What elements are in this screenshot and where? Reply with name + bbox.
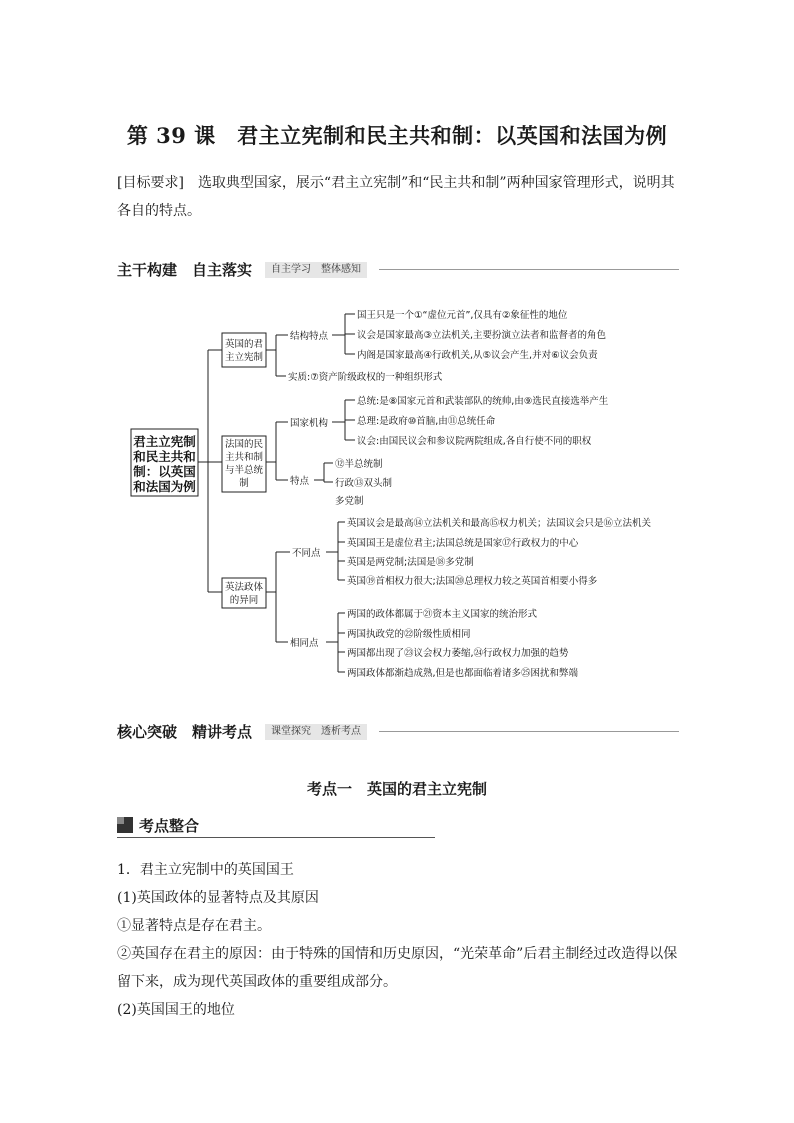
cmp-same-item: 两国都出现了㉓议会权力萎缩,㉔行政权力加强的趋势	[347, 648, 569, 659]
page-title: 第 39 课 君主立宪制和民主共和制：以英国和法国为例	[126, 123, 668, 148]
kaodian-title: 考点一 英国的君主立宪制	[306, 780, 487, 798]
square-bullet-icon	[117, 817, 133, 833]
fr-feature-item: 行政⑬双头制	[335, 478, 393, 489]
section-divider	[379, 731, 679, 732]
uk-essence: 实质:⑦资产阶级政权的一种组织形式	[288, 372, 443, 383]
cmp-same-item: 两国政体都渐趋成熟,但是也都面临着诸多㉕困扰和弊端	[347, 668, 579, 679]
body-line: (2)英国国王的地位	[117, 1002, 235, 1018]
kaodian-head-text: 考点整合	[139, 817, 200, 835]
goal-tag: [目标要求]	[117, 175, 184, 191]
section-title: 核心突破 精讲考点	[117, 723, 253, 741]
kaodian-underline	[117, 837, 435, 838]
uk-structure-label: 结构特点	[290, 331, 329, 342]
fr-organs-label: 国家机构	[290, 418, 329, 429]
fr-label-line3: 与半总统	[224, 465, 264, 476]
cmp-diff-item: 英国是两党制;法国是⑱多党制	[347, 557, 474, 568]
fr-label-line2: 主共和制	[224, 452, 264, 463]
uk-item: 内阁是国家最高④行政机关,从⑤议会产生,并对⑥议会负责	[357, 350, 598, 361]
fr-organ-item: 总理:是政府⑩首脑,由⑪总统任命	[357, 416, 496, 427]
svg-text:和法国为例: 和法国为例	[133, 479, 196, 494]
body-line: (1)英国政体的显著特点及其原因	[117, 890, 319, 906]
uk-label-line1: 英国的君	[224, 339, 264, 350]
fr-feature-item: 多党制	[335, 496, 364, 507]
fr-features-label: 特点	[290, 476, 310, 487]
goal-paragraph	[117, 169, 677, 225]
goal-text: 选取典型国家，展示“君主立宪制”和“民主共和制”两种国家管理形式，说明其各自的特点。	[117, 175, 675, 219]
cmp-diff-item: 英国国王是虚位君主;法国总统是国家⑰行政权力的中心	[347, 538, 579, 549]
body-line: ①显著特点是存在君主。	[117, 918, 271, 934]
section-subtitle: 课堂探究 透析考点	[265, 724, 367, 740]
fr-organ-item: 议会:由国民议会和参议院两院组成,各自行使不同的职权	[357, 436, 592, 447]
body-line: 1．君主立宪制中的英国国王	[117, 862, 294, 878]
uk-item: 国王只是一个①“虚位元首”,仅具有②象征性的地位	[357, 310, 568, 321]
diagram-root	[133, 434, 196, 494]
cmp-same-label: 相同点	[290, 638, 319, 649]
body-paragraph: ②英国存在君主的原因：由于特殊的国情和历史原因，“光荣革命”后君主制经过改造得以保留下来，成为现代英国政体的重要组成部分。	[117, 946, 678, 990]
svg-text:君主立宪制: 君主立宪制	[133, 434, 196, 449]
fr-organ-item: 总统:是⑧国家元首和武装部队的统帅,由⑨选民直接选举产生	[357, 396, 609, 407]
cmp-label-line1: 英法政体	[224, 582, 264, 593]
uk-item: 议会是国家最高③立法机关,主要扮演立法者和监督者的角色	[357, 330, 607, 341]
uk-label-line2: 主立宪制	[224, 352, 264, 363]
cmp-diff-item: 英国⑲首相权力很大;法国⑳总理权力较之英国首相要小得多	[347, 576, 598, 587]
cmp-same-item: 两国执政党的㉒阶级性质相同	[347, 629, 471, 640]
cmp-diff-label: 不同点	[292, 548, 321, 559]
cmp-label-line2: 的异同	[229, 595, 259, 606]
section-subtitle: 自主学习 整体感知	[265, 262, 367, 278]
cmp-same-item: 两国的政体都属于㉑资本主义国家的统治形式	[347, 609, 538, 620]
section-header-main	[117, 259, 679, 281]
svg-text:和民主共和: 和民主共和	[133, 449, 196, 464]
svg-text:制：以英国: 制：以英国	[133, 464, 196, 479]
knowledge-diagram	[0, 290, 794, 700]
section-title: 主干构建 自主落实	[117, 261, 253, 279]
section-divider	[379, 269, 679, 270]
cmp-diff-item: 英国议会是最高⑭立法机关和最高⑮权力机关；法国议会只是⑯立法机关	[347, 518, 652, 529]
kaodian-header	[117, 815, 437, 839]
fr-label-line4: 制	[239, 478, 249, 489]
section-header-core	[117, 721, 679, 743]
fr-label-line1: 法国的民	[224, 439, 264, 450]
fr-feature-item: ⑫半总统制	[335, 459, 383, 470]
